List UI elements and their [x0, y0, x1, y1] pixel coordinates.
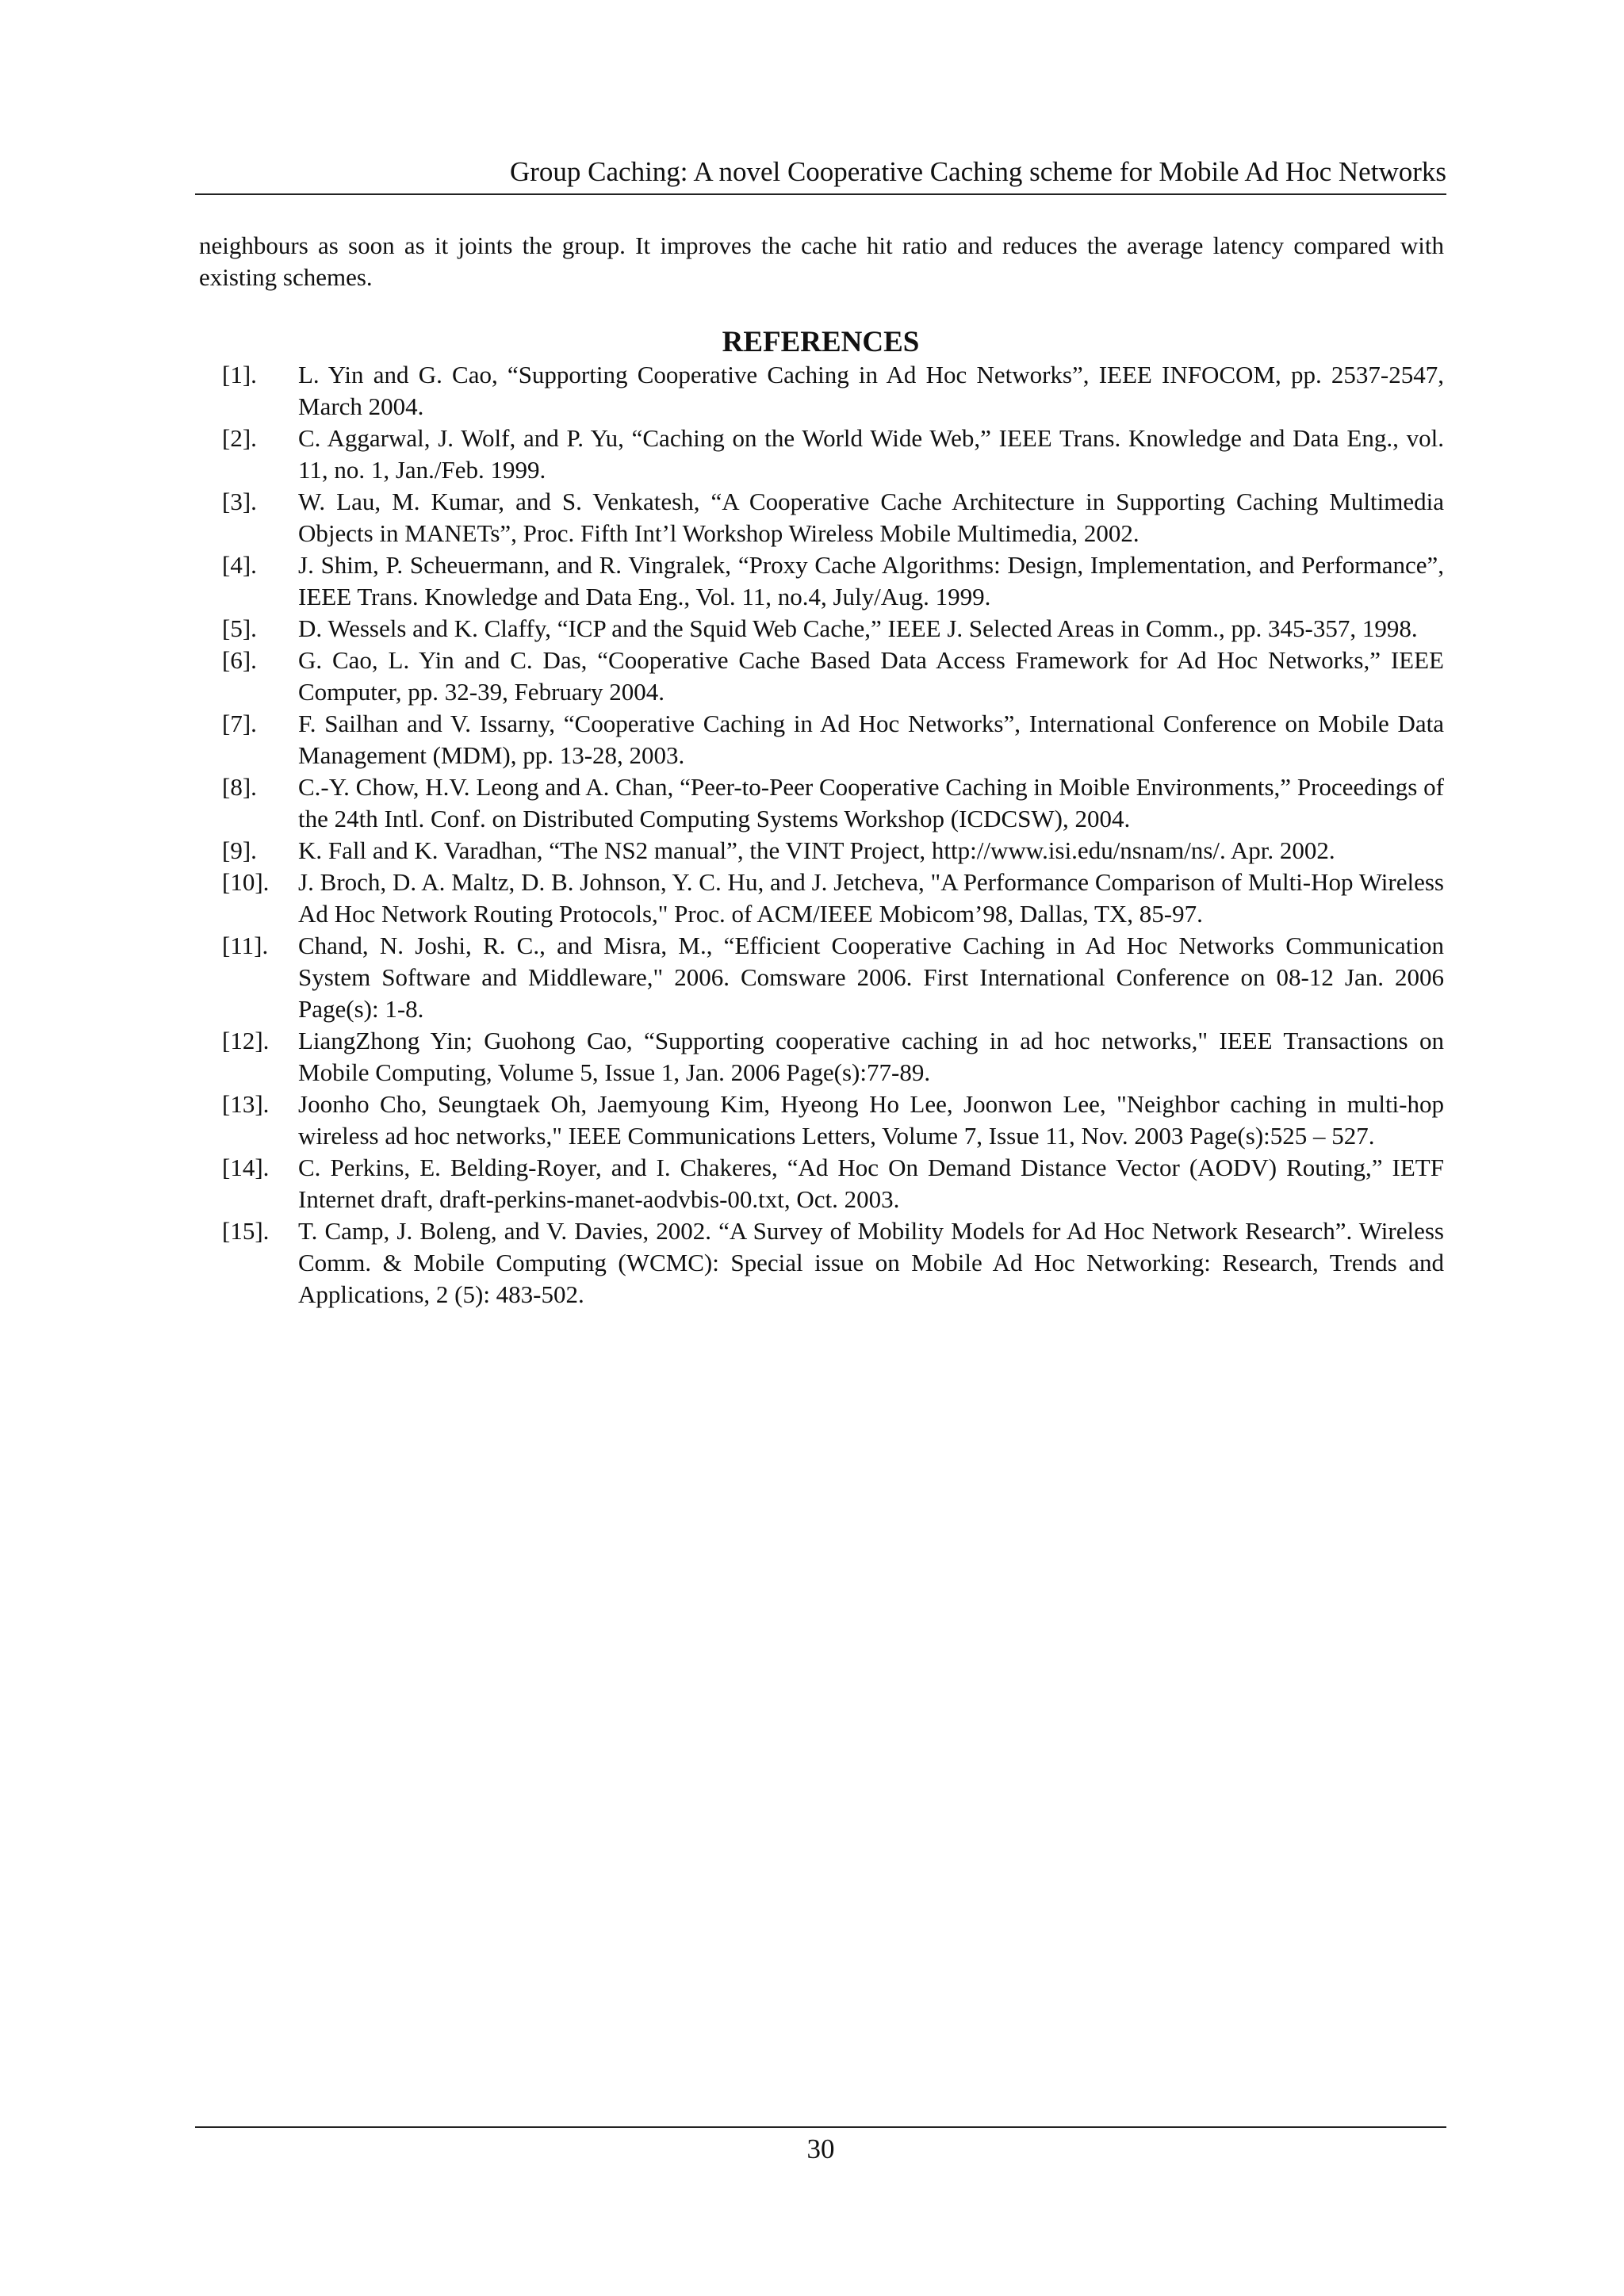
reference-item-7	[222, 708, 1444, 771]
reference-text: LiangZhong Yin; Guohong Cao, “Supporting cooperative caching in ad hoc networks," IEEE Transactions on Mobile Computing, Volume 5, Issue 1, Jan. 2006 Page(s):77-89.	[298, 1027, 1444, 1086]
reference-text: C.-Y. Chow, H.V. Leong and A. Chan, “Peer-to-Peer Cooperative Caching in Moible Environments,” Proceedings of the 24th Intl. Conf. on Distributed Computing Systems Workshop (ICDCSW), 2004.	[298, 773, 1444, 832]
references-heading: REFERENCES	[722, 326, 920, 358]
reference-number: [7].	[222, 710, 257, 737]
reference-text: C. Perkins, E. Belding-Royer, and I. Chakeres, “Ad Hoc On Demand Distance Vector (AODV) Routing,” IETF Internet draft, draft-perkins-manet-aodvbis-00.txt, Oct. 2003.	[298, 1154, 1444, 1213]
reference-item-4	[222, 549, 1444, 613]
reference-number: [6].	[222, 646, 257, 674]
reference-item-6	[222, 645, 1444, 708]
reference-number: [4].	[222, 551, 257, 579]
page-number: 30	[806, 2133, 835, 2164]
reference-number: [15].	[222, 1217, 270, 1245]
reference-item-14	[222, 1152, 1444, 1215]
reference-item-15	[222, 1215, 1444, 1311]
reference-number: [14].	[222, 1154, 270, 1181]
reference-number: [11].	[222, 932, 269, 959]
header-divider	[195, 193, 1446, 195]
reference-text: D. Wessels and K. Claffy, “ICP and the Squid Web Cache,” IEEE J. Selected Areas in Comm., pp. 345-357, 1998.	[298, 614, 1418, 642]
reference-text: L. Yin and G. Cao, “Supporting Cooperative Caching in Ad Hoc Networks”, IEEE INFOCOM, pp. 2537-2547, March 2004.	[298, 361, 1444, 420]
reference-item-2	[222, 423, 1444, 486]
reference-item-10	[222, 867, 1444, 930]
reference-text: W. Lau, M. Kumar, and S. Venkatesh, “A Cooperative Cache Architecture in Supporting Caching Multimedia Objects in MANETs”, Proc. Fifth Int’l Workshop Wireless Mobile Multimedia, 2002.	[298, 488, 1444, 547]
reference-item-8	[222, 771, 1444, 835]
reference-text: T. Camp, J. Boleng, and V. Davies, 2002. “A Survey of Mobility Models for Ad Hoc Network Research”. Wireless Comm. & Mobile Computing (WCMC): Special issue on Mobile Ad Hoc Networking: Research, Trends and Applications, 2 (5): 483-502.	[298, 1217, 1444, 1308]
running-header-title: Group Caching: A novel Cooperative Caching scheme for Mobile Ad Hoc Networks	[509, 156, 1446, 187]
reference-text: K. Fall and K. Varadhan, “The NS2 manual”, the VINT Project, http://www.isi.edu/nsnam/ns/. Apr. 2002.	[298, 836, 1335, 864]
reference-number: [10].	[222, 868, 270, 896]
reference-number: [13].	[222, 1090, 270, 1118]
reference-number: [1].	[222, 361, 257, 388]
reference-text: F. Sailhan and V. Issarny, “Cooperative Caching in Ad Hoc Networks”, International Conference on Mobile Data Management (MDM), pp. 13-28, 2003.	[298, 710, 1444, 769]
reference-item-1	[222, 359, 1444, 423]
reference-number: [9].	[222, 836, 257, 864]
reference-number: [3].	[222, 488, 257, 515]
reference-text: Joonho Cho, Seungtaek Oh, Jaemyoung Kim, Hyeong Ho Lee, Joonwon Lee, "Neighbor caching in multi-hop wireless ad hoc networks," IEEE Communications Letters, Volume 7, Issue 11, Nov. 2003 Page(s):525 – 527.	[298, 1090, 1444, 1150]
reference-text: Chand, N. Joshi, R. C., and Misra, M., “Efficient Cooperative Caching in Ad Hoc Networks Communication System Software and Middleware," 2006. Comsware 2006. First International Conference on 08-12 Jan. 2006 Page(s): 1-8.	[298, 932, 1444, 1023]
reference-item-11	[222, 930, 1444, 1025]
reference-number: [2].	[222, 424, 257, 452]
reference-item-9	[222, 835, 1444, 867]
reference-item-3	[222, 486, 1444, 549]
reference-number: [5].	[222, 614, 257, 642]
references-list	[222, 359, 1444, 1311]
reference-item-13	[222, 1089, 1444, 1152]
reference-text: J. Broch, D. A. Maltz, D. B. Johnson, Y. C. Hu, and J. Jetcheva, "A Performance Comparison of Multi-Hop Wireless Ad Hoc Network Routing Protocols," Proc. of ACM/IEEE Mobicom’98, Dallas, TX, 85-97.	[298, 868, 1444, 928]
reference-number: [12].	[222, 1027, 270, 1054]
reference-text: G. Cao, L. Yin and C. Das, “Cooperative Cache Based Data Access Framework for Ad Hoc Networks,” IEEE Computer, pp. 32-39, February 2004.	[298, 646, 1444, 706]
intro-paragraph: neighbours as soon as it joints the group. It improves the cache hit ratio and reduces the average latency compared with existing schemes.	[199, 232, 1444, 291]
reference-item-12	[222, 1025, 1444, 1089]
reference-text: J. Shim, P. Scheuermann, and R. Vingralek, “Proxy Cache Algorithms: Design, Implementation, and Performance”, IEEE Trans. Knowledge and Data Eng., Vol. 11, no.4, July/Aug. 1999.	[298, 551, 1444, 610]
reference-text: C. Aggarwal, J. Wolf, and P. Yu, “Caching on the World Wide Web,” IEEE Trans. Knowledge and Data Eng., vol. 11, no. 1, Jan./Feb. 1999.	[298, 424, 1444, 484]
footer-divider	[195, 2126, 1446, 2128]
reference-item-5	[222, 613, 1444, 645]
reference-number: [8].	[222, 773, 257, 801]
